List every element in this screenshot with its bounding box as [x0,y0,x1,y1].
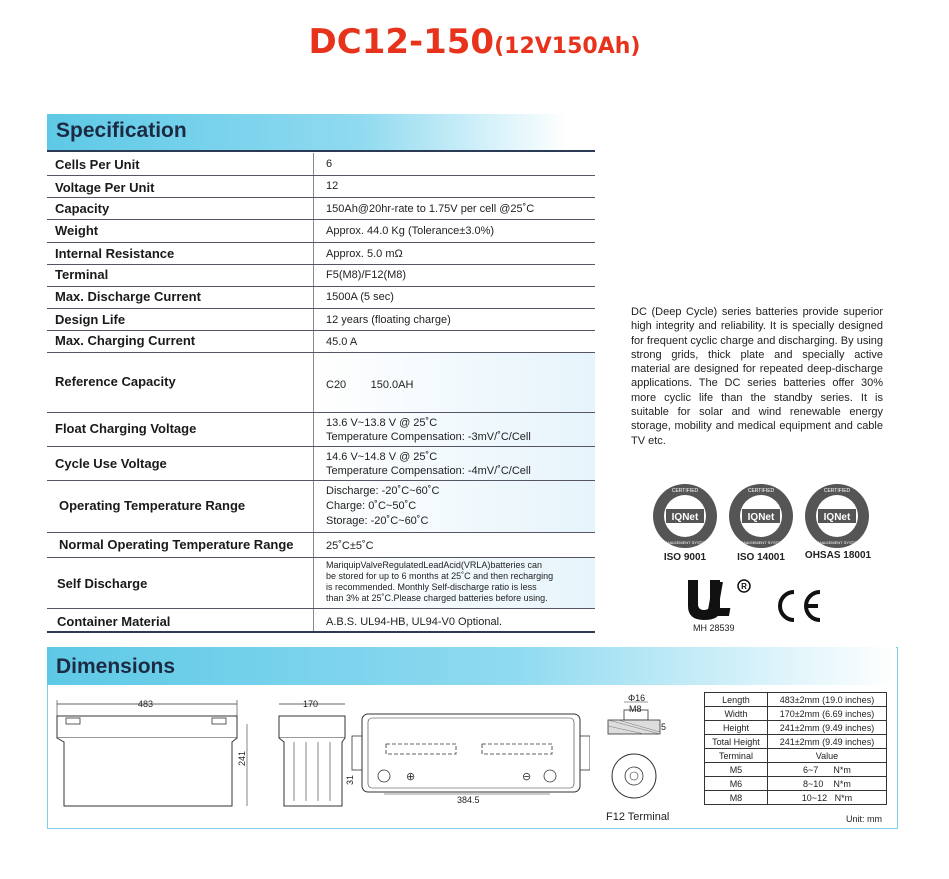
terminal-offset-dimension: 31 [345,774,355,785]
terminal-diameter: Φ16 [628,693,646,703]
spec-row-design-life [47,309,595,331]
spec-label: Max. Discharge Current [55,289,201,304]
spec-label: Reference Capacity [55,374,176,389]
spec-label: Cycle Use Voltage [55,456,167,471]
unit-label: Unit: mm [846,814,882,824]
spec-label: Operating Temperature Range [59,498,246,513]
table-value: 170±2mm (6.69 inches) [767,707,886,721]
battery-top-view [350,708,590,806]
svg-text:IQNet: IQNet [671,512,699,523]
spec-label: Design Life [55,312,126,327]
svg-text:CERTIFIED: CERTIFIED [747,488,775,494]
table-row [705,749,887,763]
torque-terminal: M8 [705,791,768,805]
terminal-height: 5 [661,722,667,732]
spec-value-line4: than 3% at 25˚C.Please charged batteries before using. [326,593,548,603]
spec-label: Voltage Per Unit [55,180,155,195]
spec-value-line3: is recommended. Monthly Self-discharge ratio is less [326,582,537,592]
spec-top-rule [47,150,595,152]
spec-row-float-voltage [47,413,595,447]
table-key: Length [705,693,768,707]
table-row [705,777,887,791]
spec-row-charging-current [47,331,595,353]
height-dimension: 241 [237,750,247,766]
svg-text:IQNet: IQNet [823,512,851,523]
table-row [705,693,887,707]
spec-label: Container Material [57,614,171,629]
spec-label: Weight [55,223,99,238]
terminal-pitch-dimension: 384.5 [457,795,480,805]
battery-front-view [52,696,252,816]
svg-text:MANAGEMENT SYSTEM: MANAGEMENT SYSTEM [813,540,861,545]
dimensions-header [47,647,896,685]
specification-title: Specification [56,119,187,142]
spec-value: 1500A (5 sec) [326,291,394,303]
spec-value: 150Ah@20hr-rate to 1.75V per cell @25˚C [326,203,535,215]
width-dimension: 170 [303,699,319,709]
spec-value-line2: Charge: 0˚C~50˚C [326,500,417,512]
spec-row-normal-temp [47,533,595,558]
spec-row-resistance [47,243,595,265]
torque-value: 8~10 N*m [767,777,886,791]
spec-row-voltage [47,176,595,198]
spec-value: Discharge: -20˚C~60˚C [326,485,440,497]
table-row [705,791,887,805]
spec-value: A.B.S. UL94-HB, UL94-V0 Optional. [326,616,503,628]
torque-value: 6~7 N*m [767,763,886,777]
spec-value: 12 years (floating charge) [326,314,451,326]
spec-row-container [47,609,595,631]
spec-label: Self Discharge [57,576,148,591]
svg-text:CERTIFIED: CERTIFIED [671,488,699,494]
certification-seals [652,482,874,552]
torque-terminal: M6 [705,777,768,791]
spec-label: Cells Per Unit [55,157,140,172]
spec-row-terminal [47,265,595,287]
spec-row-operating-temp [47,481,595,533]
spec-value-line2: be stored for up to 6 months at 25˚C and then recharging [326,571,554,581]
table-key: Width [705,707,768,721]
specification-header [47,114,567,150]
table-row [705,707,887,721]
spec-row-discharge [47,287,595,309]
spec-value: 25˚C±5˚C [326,540,374,552]
model-rating: (12V150Ah) [494,34,641,59]
spec-value: 13.6 V~13.8 V @ 25˚C [326,417,438,429]
spec-label: Max. Charging Current [55,333,196,348]
svg-text:R: R [741,582,747,591]
ce-mark-icon [772,588,824,624]
cert-ohsas18001: OHSAS 18001 [804,550,872,561]
table-value: 241±2mm (9.49 inches) [767,735,886,749]
spec-value: Approx. 5.0 mΩ [326,248,403,260]
spec-row-cycle-voltage [47,447,595,481]
spec-value: C20 150.0AH [326,379,414,391]
spec-label: Normal Operating Temperature Range [59,537,294,552]
torque-header-value: Value [767,749,886,763]
table-row [705,735,887,749]
length-dimension: 483 [138,699,154,709]
spec-label: Terminal [55,267,109,282]
spec-value: MariquipValveRegulatedLeadAcid(VRLA)batteries can [326,560,542,570]
cert-iso9001: ISO 9001 [663,552,707,563]
table-row [705,721,887,735]
spec-bottom-rule [47,631,595,633]
spec-value: 45.0 A [326,336,358,348]
terminal-caption: F12 Terminal [606,811,670,823]
spec-value: 6 [326,158,333,170]
model-name: DC12-150 [308,22,495,62]
spec-label: Capacity [55,201,110,216]
spec-row-self-discharge [47,558,595,609]
spec-row-reference-capacity [47,353,595,413]
svg-text:⊕: ⊕ [406,770,416,783]
spec-label: Internal Resistance [55,246,175,261]
iqnet-seal-icon [729,484,793,548]
torque-terminal: M5 [705,763,768,777]
spec-value: F5(M8)/F12(M8) [326,269,407,281]
table-key: Height [705,721,768,735]
product-description: DC (Deep Cycle) series batteries provide superior high integrity and reliability. It is specially designed for frequent cyclic charge and discharging. By using strong grids, thick plate and specially active material are designed for repeated deep-discharge applications. The DC series batteries offer 30% more cyclic life than the standby series. It is suitable for solar and wind renewable energy storage, mobility and medical equipment and cable TV etc. [631,306,883,447]
svg-text:MANAGEMENT SYSTEM: MANAGEMENT SYSTEM [661,540,709,545]
spec-value-line3: Storage: -20˚C~60˚C [326,515,429,527]
spec-row-weight [47,220,595,243]
dimensions-title: Dimensions [56,655,176,678]
svg-text:CERTIFIED: CERTIFIED [823,488,851,494]
table-value: 241±2mm (9.49 inches) [767,721,886,735]
table-row [705,763,887,777]
spec-value: 14.6 V~14.8 V @ 25˚C [326,451,438,463]
dimension-spec-table [704,692,887,805]
table-value: 483±2mm (19.0 inches) [767,693,886,707]
torque-header-terminal: Terminal [705,749,768,763]
spec-value: Approx. 44.0 Kg (Tolerance±3.0%) [326,225,495,237]
iqnet-seal-icon [653,484,717,548]
svg-text:IQNet: IQNet [747,512,775,523]
spec-value-line2: Temperature Compensation: -3mV/˚C/Cell [326,431,531,443]
svg-text:⊖: ⊖ [522,770,532,783]
torque-value: 10~12 N*m [767,791,886,805]
terminal-bolt: M8 [629,704,642,714]
spec-row-cells [47,153,595,176]
ul-code: MH 28539 [693,623,735,633]
spec-value-line2: Temperature Compensation: -4mV/˚C/Cell [326,465,531,477]
iqnet-seal-icon [805,484,869,548]
svg-text:MANAGEMENT SYSTEM: MANAGEMENT SYSTEM [737,540,785,545]
product-title [0,22,949,62]
table-key: Total Height [705,735,768,749]
battery-side-view [272,696,352,816]
spec-value: 12 [326,180,339,192]
ul-mark-icon [684,576,756,622]
cert-iso14001: ISO 14001 [737,552,785,563]
spec-label: Float Charging Voltage [55,421,197,436]
spec-row-capacity [47,198,595,220]
